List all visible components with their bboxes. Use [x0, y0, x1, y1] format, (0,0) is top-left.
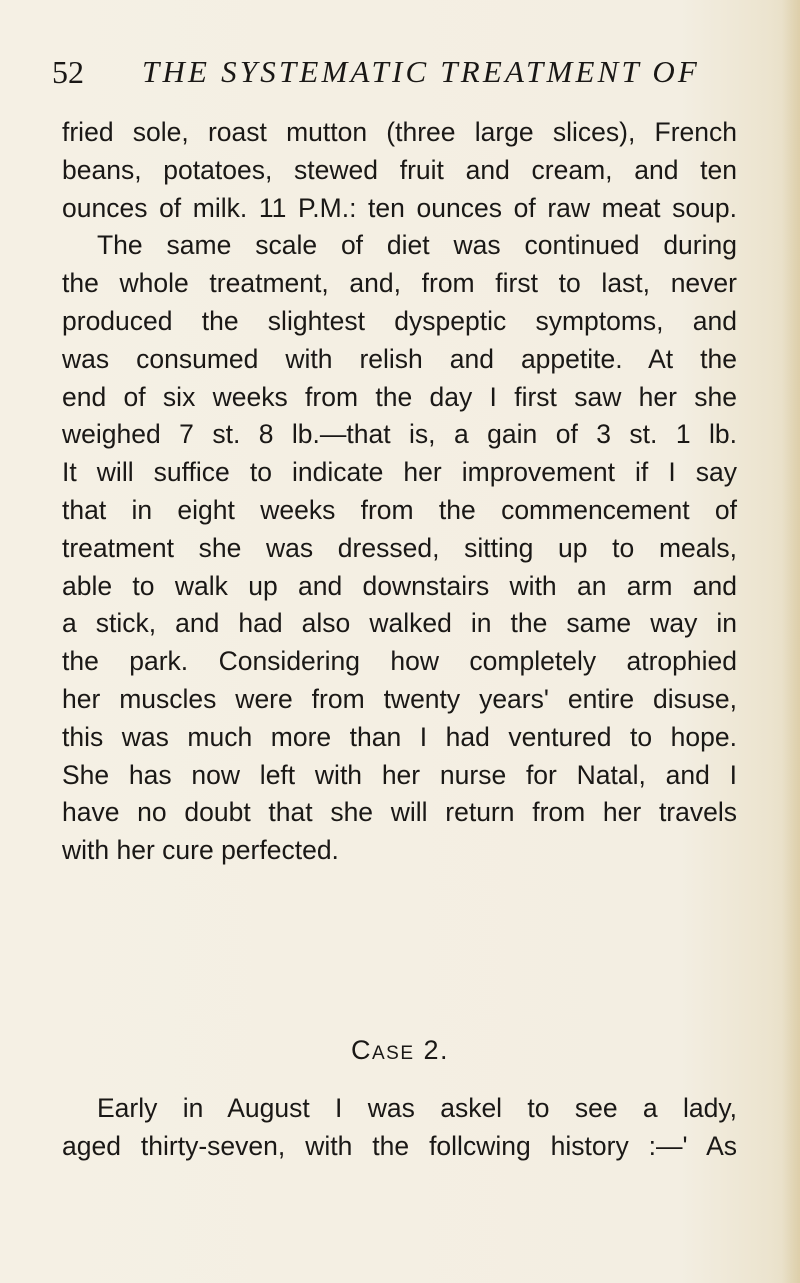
text-line: The same scale of diet was continued during [97, 230, 737, 261]
text-line: a stick, and had also walked in the same way in [62, 608, 737, 639]
text-line: her muscles were from twenty years' entire disuse, [62, 683, 737, 714]
running-head-title: THE SYSTEMATIC TREATMENT OF [142, 54, 701, 89]
text-line: with her cure perfected. [62, 835, 339, 866]
text-line: beans, potatoes, stewed fruit and cream, and ten [62, 154, 737, 185]
text-line: the whole treatment, and, from first to last, never [62, 268, 737, 299]
text-line: weighed 7 st. 8 lb.—that is, a gain of 3 st. 1 lb. [62, 419, 737, 450]
text-line: fried sole, roast mutton (three large slices), French [62, 117, 737, 147]
page-edge-shading [782, 0, 800, 1283]
text-line: this was much more than I had ventured to hope. [62, 721, 737, 752]
text-line: was consumed with relish and appetite. At the [62, 343, 737, 374]
text-line: produced the slightest dyspeptic symptoms, and [62, 305, 737, 336]
body-text [62, 114, 737, 870]
section-heading-text: Case 2. [350, 1035, 450, 1065]
section-heading [0, 1030, 800, 1070]
text-line: able to walk up and downstairs with an arm and [62, 570, 737, 601]
text-line: that in eight weeks from the commencement of [62, 494, 737, 525]
text-line: Early in August I was askel to see a lady, [97, 1093, 737, 1123]
text-line: She has now left with her nurse for Natal, and I [62, 759, 737, 790]
text-line: It will suffice to indicate her improvement if I say [62, 457, 737, 488]
page-number: 52 [52, 54, 84, 90]
text-line: the park. Considering how completely atrophied [62, 646, 737, 677]
text-line: aged thirty-seven, with the follcwing history :—' As [62, 1130, 737, 1161]
text-line: have no doubt that she will return from her travels [62, 797, 737, 828]
section-body-text [62, 1090, 737, 1166]
running-head [52, 48, 772, 98]
text-line: ounces of milk. 11 P.M.: ten ounces of raw meat soup. [62, 192, 737, 223]
text-line: end of six weeks from the day I first saw her she [62, 381, 737, 412]
text-line: treatment she was dressed, sitting up to meals, [62, 532, 737, 563]
